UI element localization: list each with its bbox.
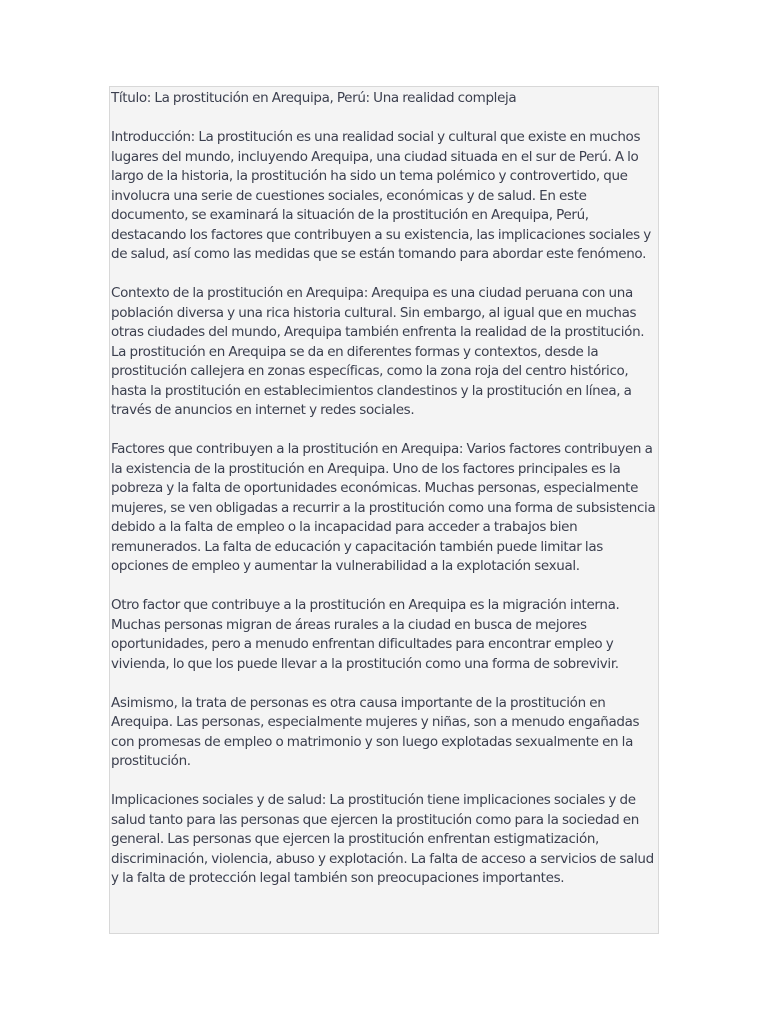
paragraph-introduccion: Introducción: La prostitución es una realidad social y cultural que existe en muchos lugares del mundo, incluyendo Arequipa, una ciudad situada en el sur de Perú. A lo largo de la historia, la prostitución ha sido un tema polémico y controvertido, que involucra una serie de cuestiones sociales, económicas y de salud. En este documento, se examinará la situación de la prostitución en Arequipa, Perú, destacando los factores que contribuyen a su existencia, las implicaciones sociales y de salud, así como las medidas que se están tomando para abordar este fenómeno.: [111, 129, 651, 262]
paragraph-trata: Asimismo, la trata de personas es otra causa importante de la prostitución en Arequipa. Las personas, especialmente mujeres y niñas, son a menudo engañadas con promesas de empleo o matrimonio y son luego explotadas sexualmente en la prostitución.: [111, 694, 640, 769]
document-page: [109, 86, 659, 934]
document-title: Título: La prostitución en Arequipa, Perú: Una realidad compleja: [111, 90, 517, 106]
paragraph-contexto: Contexto de la prostitución en Arequipa: Arequipa es una ciudad peruana con una población diversa y una rica historia cultural. Sin embargo, al igual que en muchas otras ciudades del mundo, Arequipa también enfrenta la realidad de la prostitución. La prostitución en Arequipa se da en diferentes formas y contextos, desde la prostitución callejera en zonas específicas, como la zona roja del centro histórico, hasta la prostitución en establecimientos clandestinos y la prostitución en línea, a través de anuncios en internet y redes sociales.: [111, 285, 645, 418]
paragraph-implicaciones: Implicaciones sociales y de salud: La prostitución tiene implicaciones sociales y de salud tanto para las personas que ejercen la prostitución como para la sociedad en general. Las personas que ejercen la prostitución enfrentan estigmatización, discriminación, violencia, abuso y explotación. La falta de acceso a servicios de salud y la falta de protección legal también son preocupaciones importantes.: [111, 792, 654, 886]
paragraph-migracion: Otro factor que contribuye a la prostitución en Arequipa es la migración interna. Muchas personas migran de áreas rurales a la ciudad en busca de mejores oportunidades, pero a menudo enfrentan dificultades para encontrar empleo y vivienda, lo que los puede llevar a la prostitución como una forma de sobrevivir.: [111, 597, 620, 672]
paragraph-factores: Factores que contribuyen a la prostitución en Arequipa: Varios factores contribuyen a la existencia de la prostitución en Arequipa. Uno de los factores principales es la pobreza y la falta de oportunidades económicas. Muchas personas, especialmente mujeres, se ven obligadas a recurrir a la prostitución como una forma de subsistencia debido a la falta de empleo o la incapacidad para acceder a trabajos bien remunerados. La falta de educación y capacitación también puede limitar las opciones de empleo y aumentar la vulnerabilidad a la explotación sexual.: [111, 441, 656, 574]
